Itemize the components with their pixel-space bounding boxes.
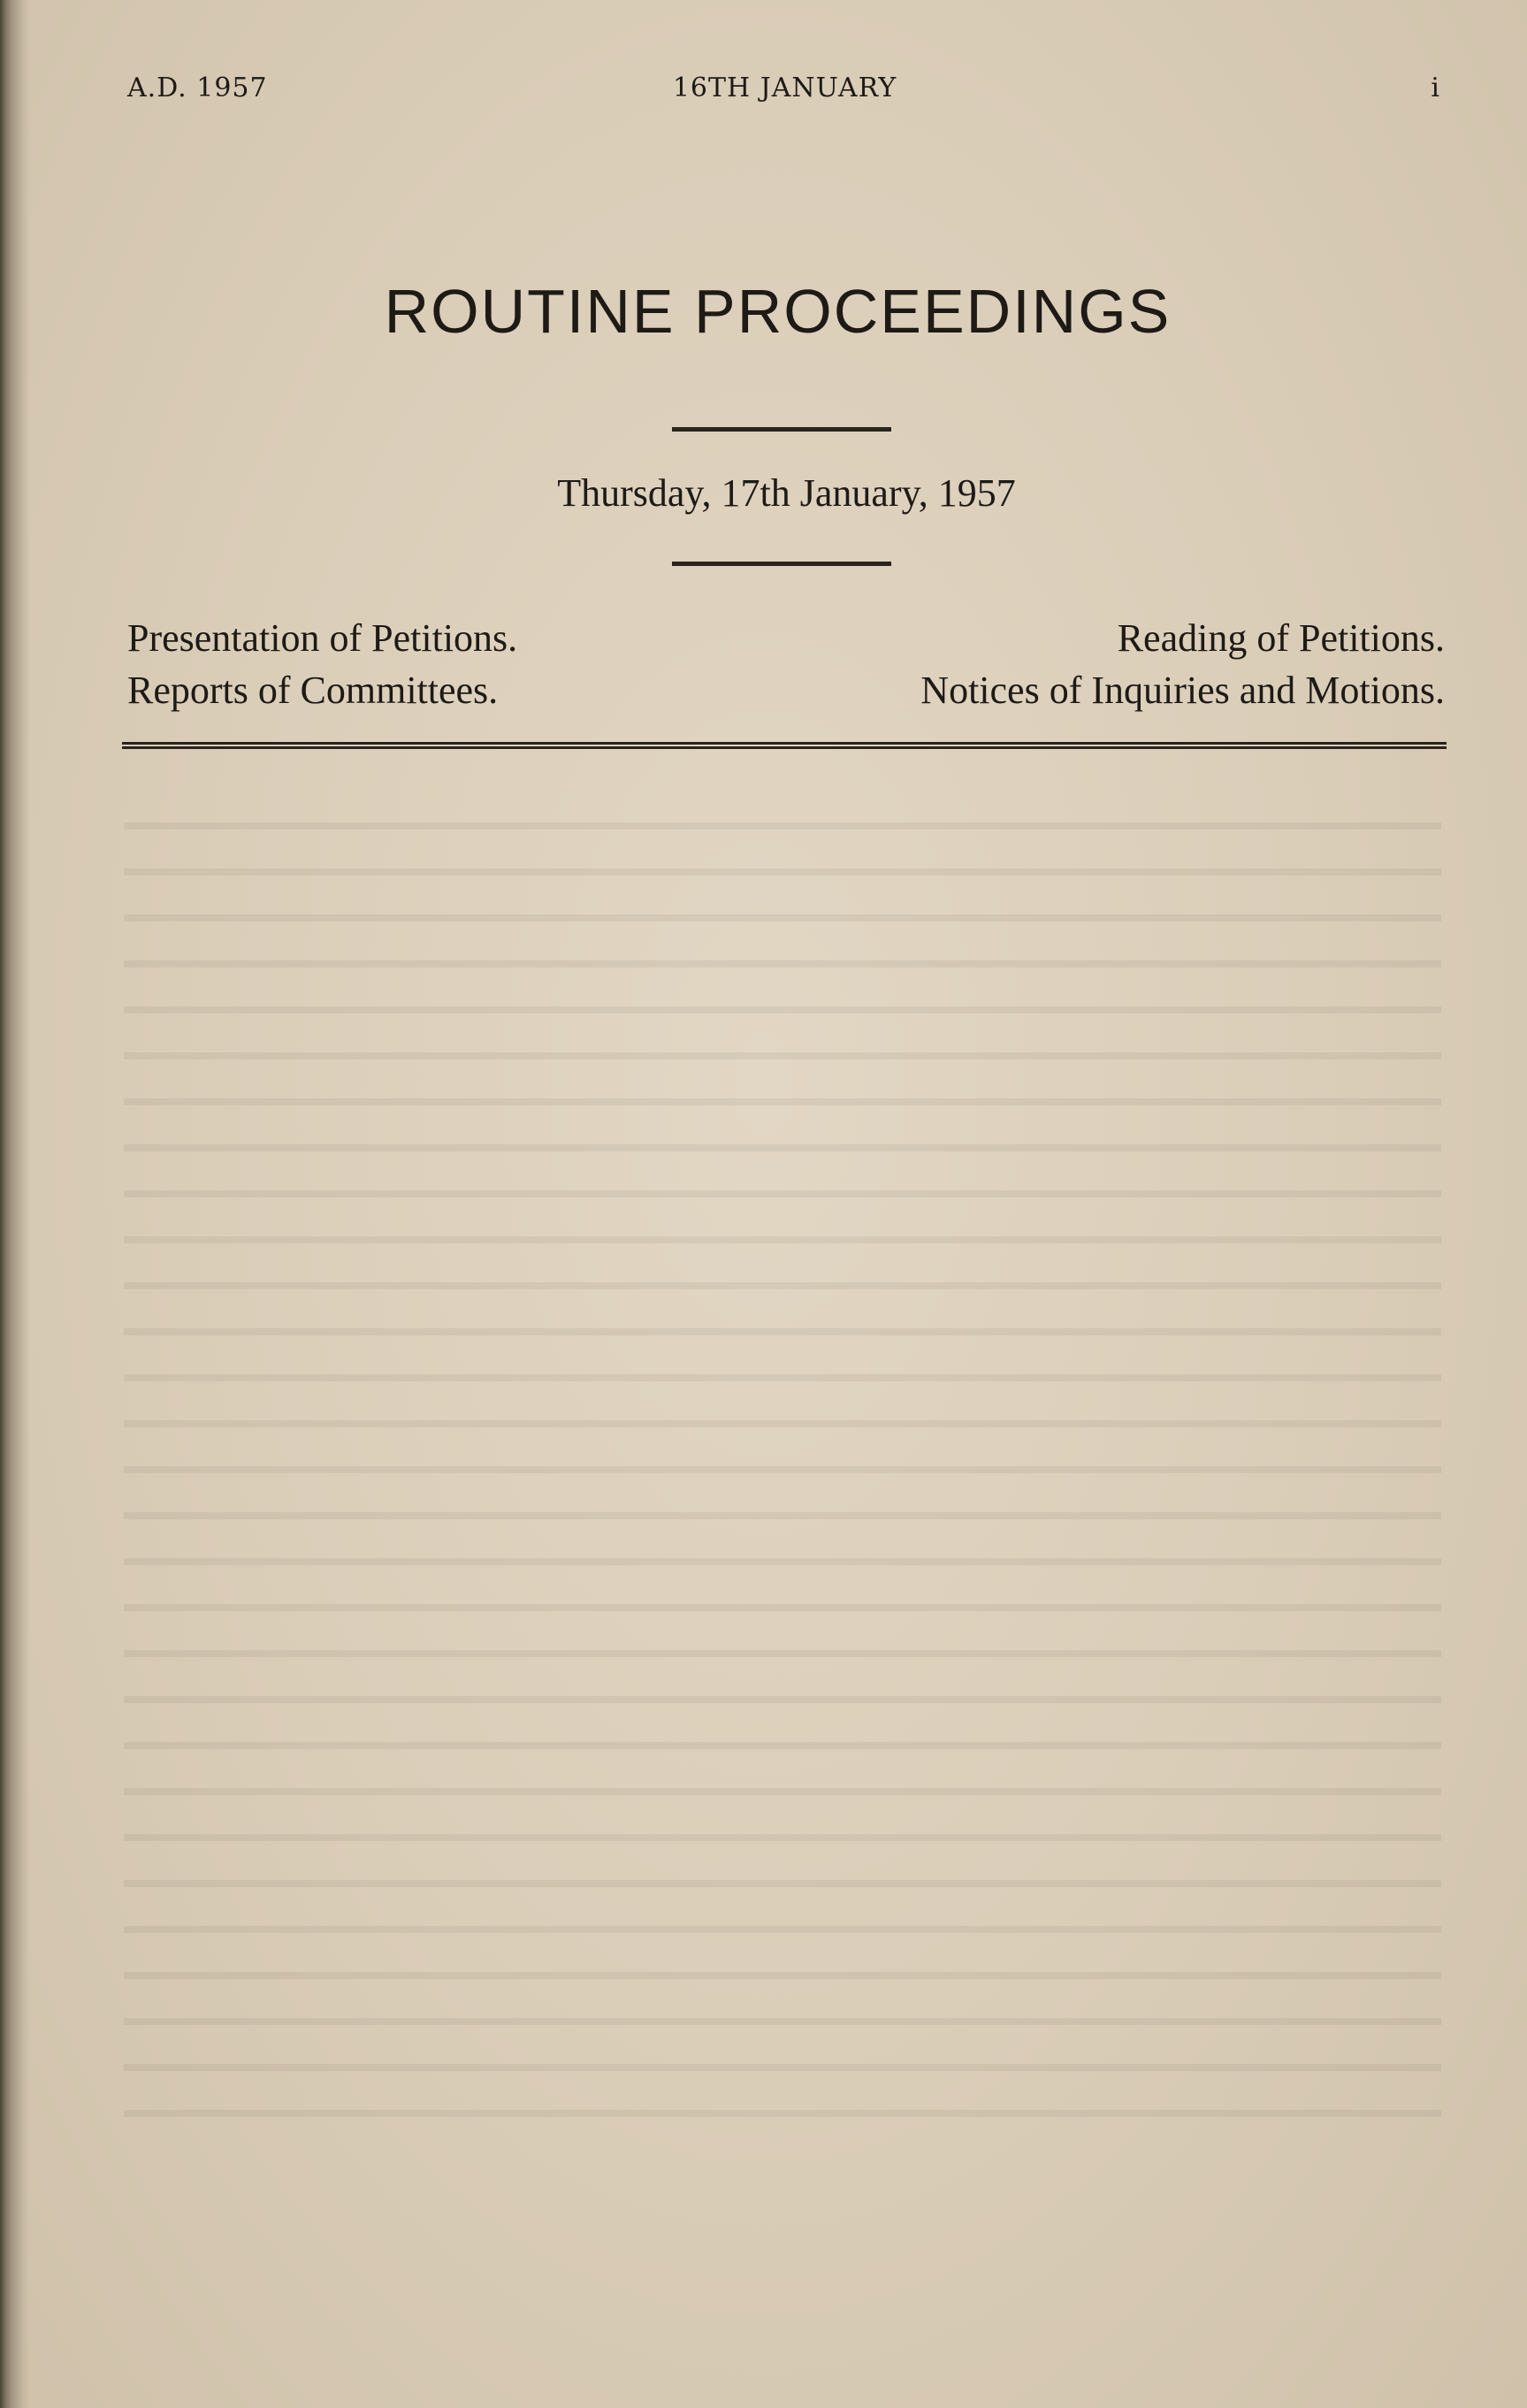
running-head-center-wrap [0,73,1527,103]
business-item: Reports of Committees. [127,669,499,712]
business-left-column [127,612,517,716]
title-rule-bottom [672,562,891,566]
running-head-year: A.D. 1957 [127,73,268,103]
routine-business-list [127,612,1445,727]
sitting-date-text: Thursday, 17th January, 1957 [557,471,1016,515]
section-double-rule [122,742,1447,749]
show-through-text [124,796,1441,2122]
business-right-column [920,612,1445,716]
business-item: Reading of Petitions. [1117,616,1445,660]
page-title-text: ROUTINE PROCEEDINGS [384,277,1172,346]
page-number: i [1431,73,1440,103]
binding-edge [0,0,30,2408]
running-head-date: 16TH JANUARY [672,73,897,103]
business-item: Presentation of Petitions. [127,616,518,660]
running-head [0,73,1527,108]
title-rule-top [672,427,891,432]
page-title [0,276,1527,347]
business-item: Notices of Inquiries and Motions. [920,669,1445,712]
sitting-date [0,470,1527,516]
